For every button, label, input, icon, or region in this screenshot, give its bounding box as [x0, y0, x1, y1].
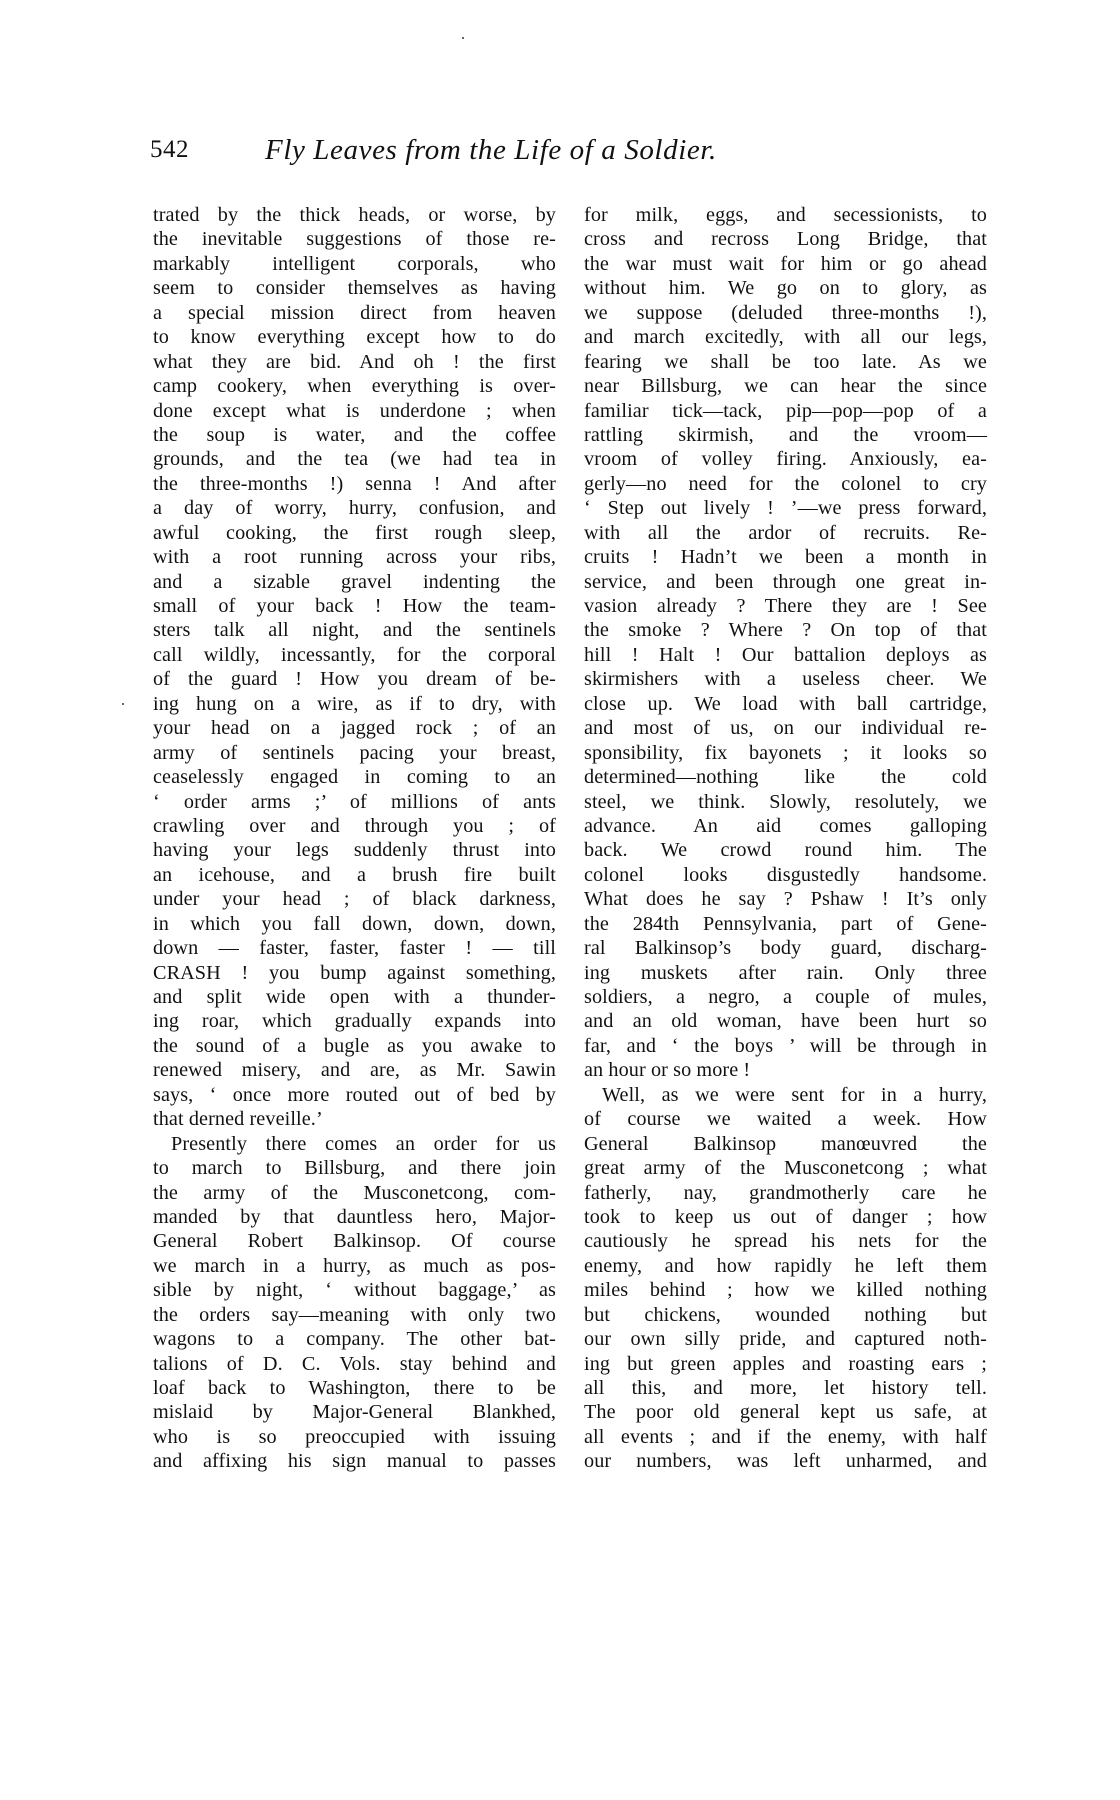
- text-line: camp cookery, when everything is over-: [153, 375, 556, 398]
- text-line: CRASH ! you bump against something,: [153, 961, 556, 984]
- text-line: says, ‘ once more routed out of bed by: [153, 1083, 556, 1106]
- text-line: and affixing his sign manual to passes: [153, 1450, 556, 1473]
- text-line: vasion already ? There they are ! See: [584, 595, 987, 617]
- text-line: steel, we think. Slowly, resolutely, we: [584, 790, 987, 813]
- text-line: ceaselessly engaged in coming to an: [153, 766, 556, 789]
- text-line: down — faster, faster, faster ! — till: [153, 937, 556, 960]
- text-line: The poor old general kept us safe, at: [584, 1401, 987, 1424]
- text-line: who is so preoccupied with issuing: [153, 1425, 556, 1448]
- text-line: near Billsburg, we can hear the since: [584, 375, 987, 398]
- text-line: to march to Billsburg, and there join: [153, 1157, 556, 1180]
- text-line: enemy, and how rapidly he left them: [584, 1254, 987, 1277]
- text-line: sponsibility, fix bayonets ; it looks so: [584, 741, 987, 764]
- text-line: the army of the Musconetcong, com-: [153, 1181, 556, 1204]
- text-line: the sound of a bugle as you awake to: [153, 1034, 556, 1057]
- text-line: army of sentinels pacing your breast,: [153, 741, 556, 764]
- text-line: an icehouse, and a brush fire built: [153, 863, 556, 886]
- text-line: hill ! Halt ! Our battalion deploys as: [584, 643, 987, 666]
- text-line: far, and ‘ the boys ’ will be through in: [584, 1034, 987, 1057]
- text-line: the soup is water, and the coffee: [153, 423, 556, 446]
- text-line: and an old woman, have been hurt so: [584, 1010, 987, 1033]
- text-line: markably intelligent corporals, who: [153, 252, 556, 275]
- paragraph-end-line: an hour or so more !: [584, 1059, 751, 1082]
- text-line: took to keep us out of danger ; how: [584, 1205, 987, 1228]
- text-line: our numbers, was left unharmed, and: [584, 1450, 987, 1473]
- text-line: back. We crowd round him. The: [584, 839, 987, 862]
- text-line: miles behind ; how we killed nothing: [584, 1279, 987, 1302]
- text-line: ing but green apples and roasting ears ;: [584, 1352, 987, 1375]
- text-line: skirmishers with a useless cheer. We: [584, 668, 987, 691]
- text-line: but chickens, wounded nothing but: [584, 1303, 987, 1326]
- text-line: vroom of volley firing. Anxiously, ea-: [584, 448, 987, 471]
- text-line: the orders say—meaning with only two: [153, 1303, 556, 1326]
- text-line: call wildly, incessantly, for the corporal: [153, 643, 556, 666]
- text-line: ing muskets after rain. Only three: [584, 961, 987, 984]
- text-line: without him. We go on to glory, as: [584, 277, 987, 300]
- text-column-left: [153, 203, 556, 1474]
- text-line: in which you fall down, down, down,: [153, 912, 556, 935]
- text-line: mislaid by Major-General Blankhed,: [153, 1401, 556, 1424]
- text-line: General Balkinsop manœuvred the: [584, 1132, 987, 1155]
- text-line: a special mission direct from heaven: [153, 301, 556, 324]
- text-line: we suppose (deluded three-months !),: [584, 301, 987, 324]
- text-line: familiar tick—tack, pip—pop—pop of a: [584, 399, 987, 422]
- text-line: the war must wait for him or go ahead: [584, 252, 987, 275]
- text-line: your head on a jagged rock ; of an: [153, 717, 556, 740]
- text-line: ing hung on a wire, as if to dry, with: [153, 692, 556, 715]
- text-line: and a sizable gravel indenting the: [153, 570, 556, 593]
- text-line: sible by night, ‘ without baggage,’ as: [153, 1279, 556, 1302]
- text-line: what they are bid. And oh ! the first: [153, 350, 556, 373]
- text-line: General Robert Balkinsop. Of course: [153, 1230, 556, 1253]
- text-line: the smoke ? Where ? On top of that: [584, 619, 987, 642]
- text-line: seem to consider themselves as having: [153, 277, 556, 300]
- text-line: colonel looks disgustedly handsome.: [584, 863, 987, 886]
- text-line: under your head ; of black darkness,: [153, 888, 556, 911]
- text-line: soldiers, a negro, a couple of mules,: [584, 986, 987, 1008]
- text-line: having your legs suddenly thrust into: [153, 839, 556, 862]
- text-line: great army of the Musconetcong ; what: [584, 1157, 987, 1180]
- text-line: our own silly pride, and captured noth-: [584, 1328, 987, 1351]
- paragraph-start-line: Well, as we were sent for in a hurry,: [602, 1083, 987, 1106]
- text-line: advance. An aid comes galloping: [584, 814, 987, 837]
- text-line: of the guard ! How you dream of be-: [153, 668, 556, 691]
- paragraph-end-line: that derned reveille.’: [153, 1108, 323, 1131]
- text-line: sters talk all night, and the sentinels: [153, 619, 556, 642]
- text-line: with a root running across your ribs,: [153, 546, 556, 569]
- text-line: cautiously he spread his nets for the: [584, 1230, 987, 1253]
- text-line: crawling over and through you ; of: [153, 814, 556, 837]
- text-line: the inevitable suggestions of those re-: [153, 228, 556, 251]
- text-column-right: [584, 203, 987, 1474]
- text-line: What does he say ? Pshaw ! It’s only: [584, 888, 987, 911]
- text-line: to know everything except how to do: [153, 326, 556, 349]
- text-line: and split wide open with a thunder-: [153, 986, 556, 1008]
- text-line: we march in a hurry, as much as pos-: [153, 1254, 556, 1277]
- text-line: with all the ardor of recruits. Re-: [584, 521, 987, 544]
- text-line: the 284th Pennsylvania, part of Gene-: [584, 912, 987, 935]
- text-line: manded by that dauntless hero, Major-: [153, 1205, 556, 1228]
- text-line: grounds, and the tea (we had tea in: [153, 448, 556, 471]
- scan-speck: [122, 703, 124, 705]
- text-line: close up. We load with ball cartridge,: [584, 692, 987, 715]
- text-line: cruits ! Hadn’t we been a month in: [584, 546, 987, 569]
- text-line: determined—nothing like the cold: [584, 766, 987, 789]
- text-line: of course we waited a week. How: [584, 1108, 987, 1131]
- text-line: trated by the thick heads, or worse, by: [153, 204, 556, 226]
- text-line: ‘ order arms ;’ of millions of ants: [153, 790, 556, 813]
- page-number: 542: [150, 136, 189, 163]
- text-line: gerly—no need for the colonel to cry: [584, 472, 987, 495]
- running-title: Fly Leaves from the Life of a Soldier.: [265, 134, 717, 166]
- text-line: cross and recross Long Bridge, that: [584, 228, 987, 251]
- text-line: talions of D. C. Vols. stay behind and: [153, 1352, 556, 1375]
- text-line: service, and been through one great in-: [584, 570, 987, 593]
- paragraph-start-line: Presently there comes an order for us: [171, 1132, 556, 1155]
- text-line: ‘ Step out lively ! ’—we press forward,: [584, 497, 987, 520]
- text-line: ral Balkinsop’s body guard, discharg-: [584, 937, 987, 960]
- text-line: done except what is underdone ; when: [153, 399, 556, 422]
- text-line: fatherly, nay, grandmotherly care he: [584, 1181, 987, 1204]
- text-line: awful cooking, the first rough sleep,: [153, 521, 556, 544]
- text-line: fearing we shall be too late. As we: [584, 350, 987, 373]
- text-line: loaf back to Washington, there to be: [153, 1377, 556, 1399]
- text-line: all this, and more, let history tell.: [584, 1377, 987, 1399]
- text-line: and march excitedly, with all our legs,: [584, 326, 987, 349]
- text-line: wagons to a company. The other bat-: [153, 1328, 556, 1351]
- text-line: for milk, eggs, and secessionists, to: [584, 204, 987, 226]
- text-line: a day of worry, hurry, confusion, and: [153, 497, 556, 520]
- text-line: all events ; and if the enemy, with half: [584, 1425, 987, 1448]
- running-head: [150, 136, 990, 176]
- scan-speck: [462, 37, 464, 39]
- text-line: ing roar, which gradually expands into: [153, 1010, 556, 1033]
- text-line: small of your back ! How the team-: [153, 595, 556, 617]
- text-line: rattling skirmish, and the vroom—: [584, 423, 987, 446]
- text-line: the three-months !) senna ! And after: [153, 472, 556, 495]
- text-line: renewed misery, and are, as Mr. Sawin: [153, 1059, 556, 1082]
- text-line: and most of us, on our individual re-: [584, 717, 987, 740]
